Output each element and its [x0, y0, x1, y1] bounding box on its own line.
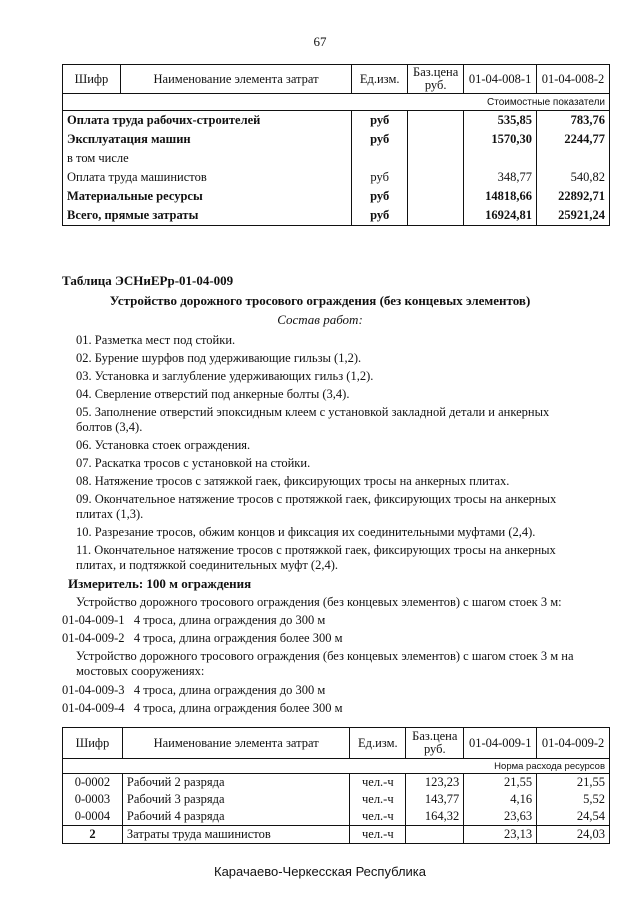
- header-col1: 01-04-009-1: [464, 728, 537, 759]
- row-name: Затраты труда машинистов: [122, 826, 349, 844]
- table-row: [63, 826, 610, 844]
- row-v1: 23,13: [464, 826, 537, 844]
- table-row: [63, 774, 610, 792]
- row-price: 123,23: [406, 774, 464, 792]
- code: 01-04-009-4: [62, 701, 125, 715]
- work-item: 07. Раскатка тросов с установкой на стойки.: [76, 456, 311, 470]
- code-text: 4 троса, длина ограждения до 300 м: [133, 613, 326, 627]
- table-row: [63, 791, 610, 808]
- row-unit: чел.-ч: [350, 808, 406, 826]
- row-v2: 783,76: [537, 111, 610, 131]
- row-unit: руб: [352, 111, 408, 131]
- row-name: Рабочий 2 разряда: [122, 774, 349, 792]
- row-v1: 1570,30: [464, 130, 537, 149]
- row-v1: 4,16: [464, 791, 537, 808]
- row-unit: [352, 149, 408, 168]
- code: 01-04-009-1: [62, 613, 125, 627]
- row-price: [408, 130, 464, 149]
- row-code: 0-0002: [63, 774, 123, 792]
- row-unit: руб: [352, 206, 408, 226]
- code-line: [62, 613, 325, 628]
- row-v1: 23,63: [464, 808, 537, 826]
- paragraph: Устройство дорожного тросового ограждения (без концевых элементов) с шагом стоек 3 м на мостовых сооружениях:: [76, 649, 574, 678]
- work-item: 03. Установка и заглубление удерживающих гильз (1,2).: [76, 369, 374, 383]
- row-unit: чел.-ч: [350, 791, 406, 808]
- row-unit: руб: [352, 130, 408, 149]
- resource-table: [62, 727, 610, 844]
- row-price: 164,32: [406, 808, 464, 826]
- header-name: Наименование элемента затрат: [120, 65, 351, 94]
- table-row: [63, 149, 610, 168]
- header-code: Шифр: [63, 728, 123, 759]
- table-row: [63, 168, 610, 187]
- header-price: Баз.цена руб.: [406, 728, 464, 759]
- subheader: Стоимостные показатели: [63, 94, 610, 111]
- work-item: 01. Разметка мест под стойки.: [76, 333, 236, 347]
- header-price: Баз.цена руб.: [408, 65, 464, 94]
- row-v2: 2244,77: [537, 130, 610, 149]
- row-price: [408, 168, 464, 187]
- row-name: в том числе: [63, 149, 352, 168]
- table-row: [63, 808, 610, 826]
- row-v2: [537, 149, 610, 168]
- code-line: [62, 631, 343, 646]
- table-header-row: [63, 728, 610, 759]
- code-line: [62, 683, 325, 698]
- row-v1: 14818,66: [464, 187, 537, 206]
- row-v2: 540,82: [537, 168, 610, 187]
- row-name: Оплата труда машинистов: [63, 168, 352, 187]
- work-item: 06. Установка стоек ограждения.: [76, 438, 251, 452]
- work-item: 08. Натяжение тросов с затяжкой гаек, фиксирующих тросы на анкерных плитах.: [76, 474, 510, 488]
- row-v2: 25921,24: [537, 206, 610, 226]
- section-heading: Таблица ЭСНиЕРр-01-04-009: [62, 273, 234, 288]
- table-header-row: [63, 65, 610, 94]
- row-v2: 5,52: [537, 791, 610, 808]
- row-name: Рабочий 4 разряда: [122, 808, 349, 826]
- row-code: 2: [63, 826, 123, 844]
- row-name: Всего, прямые затраты: [63, 206, 352, 226]
- row-name: Оплата труда рабочих-строителей: [63, 111, 352, 131]
- work-item: 11. Окончательное натяжение тросов с протяжкой гаек, фиксирующих тросы на анкерных плитах, и подтяжкой соединительных муфт (2,4).: [76, 543, 556, 572]
- code: 01-04-009-2: [62, 631, 125, 645]
- section-title: Устройство дорожного тросового ограждения (без концевых элементов): [109, 293, 531, 308]
- header-col2: 01-04-008-2: [537, 65, 610, 94]
- row-v2: 24,03: [537, 826, 610, 844]
- work-item: 09. Окончательное натяжение тросов с протяжкой гаек, фиксирующих тросы на анкерных плитах (1,3).: [76, 492, 557, 521]
- table-row: [63, 130, 610, 149]
- row-price: [408, 206, 464, 226]
- row-unit: чел.-ч: [350, 774, 406, 792]
- row-code: 0-0004: [63, 808, 123, 826]
- row-price: 143,77: [406, 791, 464, 808]
- work-item: 04. Сверление отверстий под анкерные болты (3,4).: [76, 387, 350, 401]
- row-v2: 22892,71: [537, 187, 610, 206]
- row-name: Материальные ресурсы: [63, 187, 352, 206]
- code-text: 4 троса, длина ограждения более 300 м: [133, 631, 343, 645]
- section-subtitle: Состав работ:: [277, 312, 363, 327]
- work-item: 05. Заполнение отверстий эпоксидным клеем с установкой закладной детали и анкерных болтов (3,4).: [76, 405, 550, 434]
- code-line: [62, 701, 343, 716]
- header-unit: Ед.изм.: [350, 728, 406, 759]
- header-col1: 01-04-008-1: [464, 65, 537, 94]
- row-code: 0-0003: [63, 791, 123, 808]
- table-row: [63, 187, 610, 206]
- row-name: Рабочий 3 разряда: [122, 791, 349, 808]
- code-text: 4 троса, длина ограждения более 300 м: [133, 701, 343, 715]
- row-v2: 24,54: [537, 808, 610, 826]
- header-unit: Ед.изм.: [352, 65, 408, 94]
- work-item: 10. Разрезание тросов, обжим концов и фиксация их соединительными муфтами (2,4).: [76, 525, 536, 539]
- paragraph: Устройство дорожного тросового ограждения (без концевых элементов) с шагом стоек 3 м:: [76, 595, 562, 609]
- row-price: [408, 111, 464, 131]
- row-price: [408, 187, 464, 206]
- header-code: Шифр: [63, 65, 121, 94]
- meter-label: Измеритель: 100 м ограждения: [68, 576, 252, 591]
- row-unit: руб: [352, 168, 408, 187]
- row-unit: чел.-ч: [350, 826, 406, 844]
- row-v2: 21,55: [537, 774, 610, 792]
- row-v1: [464, 149, 537, 168]
- row-v1: 21,55: [464, 774, 537, 792]
- table-row: [63, 206, 610, 226]
- row-name: Эксплуатация машин: [63, 130, 352, 149]
- row-v1: 348,77: [464, 168, 537, 187]
- code: 01-04-009-3: [62, 683, 125, 697]
- subheader-row: [63, 94, 610, 111]
- page-number: 67: [313, 34, 327, 49]
- work-item: 02. Бурение шурфов под удерживающие гильзы (1,2).: [76, 351, 362, 365]
- header-name: Наименование элемента затрат: [122, 728, 349, 759]
- subheader: Норма расхода ресурсов: [464, 759, 610, 774]
- subheader-row: [63, 759, 610, 774]
- header-col2: 01-04-009-2: [537, 728, 610, 759]
- row-unit: руб: [352, 187, 408, 206]
- row-v1: 16924,81: [464, 206, 537, 226]
- row-price: [406, 826, 464, 844]
- table-row: [63, 111, 610, 131]
- footer: Карачаево-Черкесская Республика: [214, 864, 426, 879]
- row-v1: 535,85: [464, 111, 537, 131]
- code-text: 4 троса, длина ограждения до 300 м: [133, 683, 326, 697]
- cost-table: [62, 64, 610, 226]
- row-price: [408, 149, 464, 168]
